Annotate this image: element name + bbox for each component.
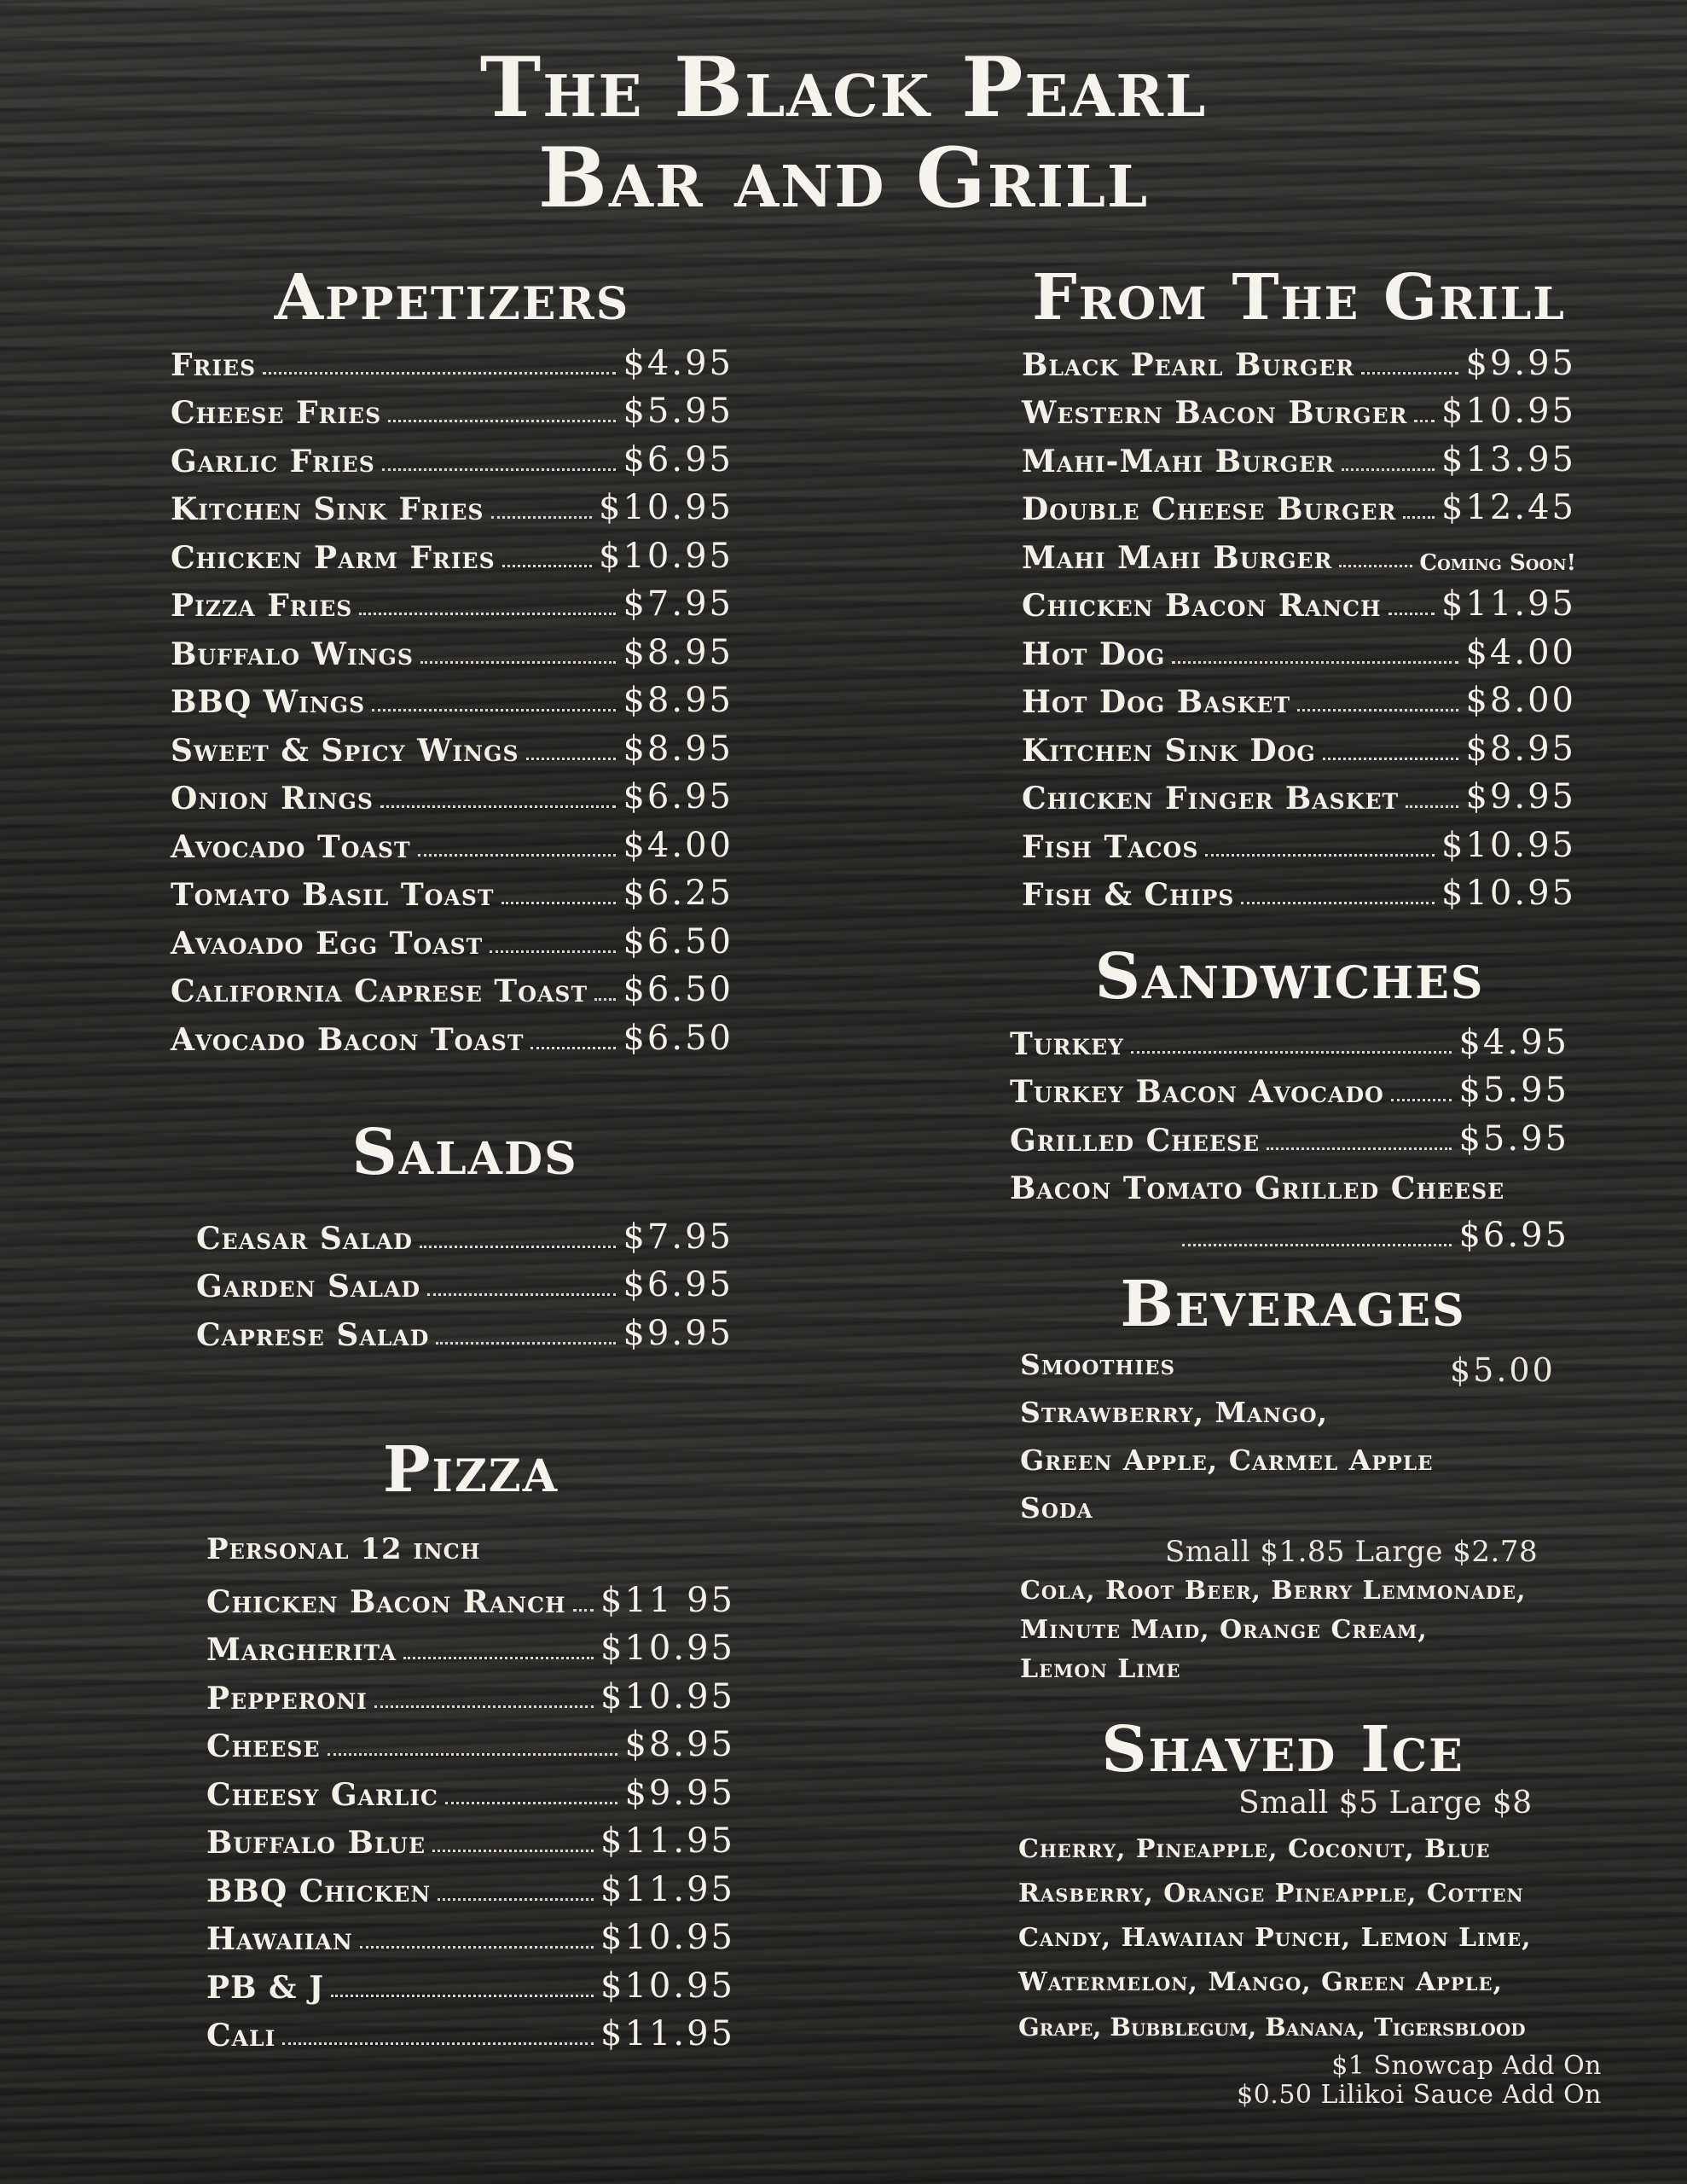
list-item (171, 672, 733, 721)
list-item (1022, 527, 1576, 576)
item-name: Cheese (206, 1728, 321, 1764)
grill-list (1022, 334, 1576, 913)
dot-leader (594, 998, 616, 1001)
beverages-heading: Beverages (1120, 1268, 1466, 1341)
list-item (171, 479, 733, 528)
dot-leader (530, 1047, 616, 1049)
list-item (196, 1304, 733, 1353)
list-item (171, 576, 733, 624)
item-name: Mahi Mahi Burger (1022, 539, 1333, 576)
item-price: $10.95 (600, 1629, 735, 1668)
shaved-ice-flavors-line-1: Cherry, Pineapple, Coconut, Blue (1018, 1834, 1491, 1864)
list-item (196, 1208, 733, 1257)
item-price: $6.50 (623, 970, 733, 1009)
list-item (206, 1909, 735, 1958)
item-name: Avaoado Egg Toast (171, 925, 484, 961)
list-item (206, 2006, 735, 2054)
item-price: $9.95 (623, 1313, 733, 1353)
list-item (1022, 383, 1576, 432)
list-item (1010, 1110, 1569, 1159)
dot-leader (360, 1946, 594, 1949)
dot-leader (502, 565, 592, 567)
dot-leader (1205, 854, 1435, 857)
soda-flavors-line-3: Lemon Lime (1020, 1654, 1181, 1684)
dot-leader (445, 1802, 618, 1804)
dot-leader (1339, 565, 1412, 567)
item-name: Mahi-Mahi Burger (1022, 443, 1335, 479)
dot-leader (1361, 372, 1458, 375)
list-item (206, 1861, 735, 1909)
item-name: Pizza Fries (171, 588, 353, 624)
item-price: $8.95 (623, 729, 733, 769)
pizza-heading: Pizza (382, 1433, 559, 1507)
item-price: $5.95 (1458, 1071, 1569, 1110)
dot-leader (1131, 1051, 1452, 1054)
item-price: $4.95 (623, 343, 733, 383)
item-name: Western Bacon Burger (1022, 395, 1408, 431)
item-name: Garlic Fries (171, 443, 375, 479)
item-price: $6.50 (623, 1018, 733, 1058)
soda-sizes: Small $1.85 Large $2.78 (1165, 1535, 1539, 1569)
item-price: $11.95 (600, 2014, 735, 2053)
list-item (171, 769, 733, 817)
dot-leader (263, 372, 616, 375)
item-name: Tomato Basil Toast (171, 877, 495, 913)
item-name: Kitchen Sink Fries (171, 491, 484, 527)
item-name: Chicken Parm Fries (171, 539, 496, 576)
list-item (206, 1716, 735, 1765)
list-item (206, 1764, 735, 1813)
item-price: $12.45 (1441, 488, 1576, 527)
item-price: $7.95 (623, 584, 733, 624)
item-name: Cheesy Garlic (206, 1776, 438, 1813)
item-price: $4.00 (1465, 632, 1576, 672)
dot-leader (1391, 1099, 1452, 1101)
item-price: $10.95 (599, 488, 733, 527)
item-name: Ceasar Salad (196, 1220, 413, 1257)
list-item (171, 865, 733, 914)
item-name: Hot Dog Basket (1022, 684, 1291, 720)
shaved-ice-sizes: Small $5 Large $8 (1238, 1786, 1533, 1821)
soda-label: Soda (1020, 1491, 1093, 1525)
item-name: Buffalo Wings (171, 636, 414, 672)
list-item (1022, 431, 1576, 479)
item-name: Cali (206, 2018, 276, 2053)
appetizers-section (171, 261, 733, 1058)
dot-leader (1241, 902, 1435, 904)
grill-heading: From The Grill (1032, 261, 1566, 334)
item-name: Grilled Cheese (1010, 1122, 1261, 1159)
dot-leader (331, 1995, 594, 1997)
list-item (1022, 624, 1576, 672)
dot-leader (1414, 420, 1435, 422)
item-name: Chicken Finger Basket (1022, 781, 1400, 816)
list-item (1022, 769, 1576, 817)
dot-leader (420, 1246, 617, 1248)
dot-leader (526, 758, 617, 760)
item-price: $4.95 (1458, 1022, 1569, 1062)
list-item (171, 961, 733, 1010)
dot-leader (432, 1850, 594, 1852)
item-price: $10.95 (599, 536, 733, 576)
item-name: Caprese Salad (196, 1316, 430, 1353)
dot-leader (282, 2042, 594, 2045)
pizza-size-note: Personal 12 inch (206, 1532, 481, 1566)
item-price: $9.95 (624, 1773, 735, 1813)
grill-section (1022, 261, 1576, 913)
item-price: $6.95 (623, 777, 733, 816)
dot-leader (491, 516, 593, 519)
item-name: Sweet & Spicy Wings (171, 732, 519, 769)
item-name: California Caprese Toast (171, 973, 588, 1009)
list-item (206, 1668, 735, 1716)
item-name: Buffalo Blue (206, 1825, 426, 1861)
list-item (1022, 816, 1576, 865)
list-item (1022, 334, 1576, 383)
shaved-ice-flavors-line-3: Candy, Hawaiian Punch, Lemon Lime, (1018, 1923, 1532, 1953)
item-price: $11.95 (1441, 584, 1576, 624)
item-name: BBQ Wings (171, 684, 366, 720)
item-price: $10.95 (1441, 825, 1576, 865)
item-name: Garden Salad (196, 1269, 421, 1304)
list-item (206, 1957, 735, 2006)
item-name: Pepperoni (206, 1680, 368, 1716)
item-name: Turkey (1010, 1025, 1124, 1062)
item-price: $8.00 (1465, 681, 1576, 720)
list-item (1022, 672, 1576, 721)
item-price: Coming Soon! (1419, 549, 1576, 576)
dot-leader (1342, 468, 1435, 471)
dot-leader (1297, 709, 1458, 712)
dot-leader (573, 1609, 594, 1612)
item-price: $10.95 (600, 1676, 735, 1716)
title-line-1: The Black Pearl (479, 39, 1208, 136)
list-item (1022, 576, 1576, 624)
item-name: Bacon Tomato Grilled Cheese (1010, 1170, 1505, 1206)
item-price: $6.25 (623, 874, 733, 913)
list-item (171, 334, 733, 383)
sandwiches-list (1010, 1014, 1569, 1159)
salads-section (196, 1116, 733, 1353)
list-item (1010, 1062, 1569, 1111)
item-price: $11.95 (600, 1869, 735, 1909)
dot-leader (382, 468, 617, 471)
dot-leader (436, 1342, 616, 1345)
item-name: Margherita (206, 1632, 397, 1668)
pizza-list (206, 1571, 735, 2053)
title-line-2: Bar and Grill (537, 130, 1150, 226)
item-price: $10.95 (600, 1918, 735, 1957)
smoothies-price: $5.00 (1450, 1351, 1556, 1389)
pizza-section (206, 1433, 735, 2053)
item-price: $8.95 (623, 632, 733, 672)
item-price: $8.95 (623, 681, 733, 720)
item-price: $5.95 (623, 392, 733, 431)
list-item (171, 383, 733, 432)
shaved-ice-addon-1: $1 Snowcap Add On (1331, 2051, 1602, 2081)
item-price: $7.95 (623, 1217, 733, 1257)
dot-leader (388, 420, 616, 422)
item-price: $6.95 (623, 439, 733, 479)
item-price: $11 95 (600, 1580, 735, 1620)
item-name: Kitchen Sink Dog (1022, 732, 1316, 769)
item-price: $13.95 (1441, 439, 1576, 479)
item-name: Fish & Chips (1022, 877, 1235, 913)
shaved-ice-flavors-line-5: Grape, Bubblegum, Banana, Tigersblood (1018, 2013, 1526, 2042)
salads-heading: Salads (351, 1116, 578, 1189)
item-price: $8.95 (624, 1725, 735, 1764)
item-price: $6.95 (623, 1265, 733, 1304)
list-item (206, 1813, 735, 1862)
list-item (206, 1571, 735, 1620)
item-name: Cheese Fries (171, 395, 382, 431)
item-name: Onion Rings (171, 781, 374, 816)
item-price: $6.95 (1458, 1215, 1569, 1255)
list-item (1022, 720, 1576, 769)
dot-leader (1403, 516, 1435, 519)
smoothie-flavors-line-1: Strawberry, Mango, (1020, 1396, 1329, 1429)
dot-leader (438, 1898, 594, 1901)
shaved-ice-section (1018, 1713, 1607, 2111)
item-name: BBQ Chicken (206, 1873, 432, 1909)
dot-leader (359, 613, 616, 615)
dot-leader (418, 854, 617, 857)
item-price: $5.95 (1458, 1118, 1569, 1159)
item-price: $10.95 (1441, 392, 1576, 431)
item-name: Fries (171, 346, 257, 383)
list-item (171, 431, 733, 479)
dot-leader (328, 1753, 618, 1756)
list-item (171, 624, 733, 672)
item-price: $9.95 (1465, 777, 1576, 816)
item-price: $11.95 (600, 1821, 735, 1861)
item-name: PB & J (206, 1969, 325, 2006)
sandwiches-heading: Sandwiches (1094, 940, 1485, 1014)
shaved-ice-heading: Shaved Ice (1101, 1713, 1464, 1786)
dot-leader (403, 1657, 594, 1659)
shaved-ice-flavors-line-4: Watermelon, Mango, Green Apple, (1018, 1967, 1503, 1997)
dot-leader (501, 902, 617, 904)
item-name: Hot Dog (1022, 636, 1166, 672)
dot-leader (490, 950, 616, 953)
menu-title (0, 39, 1687, 226)
salads-list (196, 1208, 733, 1353)
dot-leader (420, 661, 617, 664)
appetizers-heading: Appetizers (274, 261, 630, 334)
item-price: $4.00 (623, 825, 733, 865)
item-name: Double Cheese Burger (1022, 491, 1397, 527)
sandwiches-section (1010, 940, 1569, 1255)
item-name: Hawaiian (206, 1921, 353, 1957)
shaved-ice-addon-2: $0.50 Lilikoi Sauce Add On (1237, 2080, 1602, 2110)
dot-leader (1323, 758, 1459, 760)
soda-flavors-line-1: Cola, Root Beer, Berry Lemmonade, (1020, 1576, 1527, 1606)
list-item (1010, 1014, 1569, 1062)
item-price: $8.95 (1465, 729, 1576, 769)
list-item (1010, 1206, 1569, 1255)
smoothie-flavors-line-2: Green Apple, Carmel Apple (1020, 1443, 1434, 1477)
list-item (206, 1620, 735, 1669)
list-item (171, 1009, 733, 1058)
item-name: Chicken Bacon Ranch (1022, 588, 1382, 624)
item-name: Chicken Bacon Ranch (206, 1583, 566, 1620)
dot-leader (1406, 805, 1458, 808)
shaved-ice-flavors-line-2: Rasberry, Orange Pineapple, Cotten (1018, 1879, 1524, 1908)
smoothies-label: Smoothies (1020, 1348, 1176, 1381)
list-item (171, 913, 733, 961)
item-price: $10.95 (600, 1966, 735, 2006)
dot-leader (374, 1705, 594, 1708)
dot-leader (427, 1293, 616, 1296)
item-name: Black Pearl Burger (1022, 346, 1355, 383)
dot-leader (1172, 661, 1458, 664)
item-price: $6.50 (623, 921, 733, 961)
item-name: Avocado Bacon Toast (171, 1021, 525, 1058)
list-item (1022, 865, 1576, 914)
dot-leader (1182, 1244, 1452, 1246)
dot-leader (380, 805, 617, 808)
list-item (171, 816, 733, 865)
dot-leader (372, 709, 616, 712)
item-name: Avocado Toast (171, 828, 411, 865)
list-item (1022, 479, 1576, 528)
item-price: $10.95 (1441, 874, 1576, 913)
dot-leader (1267, 1147, 1452, 1150)
item-name: Fish Tacos (1022, 828, 1199, 865)
dot-leader (1388, 613, 1435, 615)
list-item (1010, 1159, 1569, 1207)
list-item (171, 720, 733, 769)
list-item (196, 1257, 733, 1305)
appetizers-list (171, 334, 733, 1058)
item-price: $9.95 (1465, 343, 1576, 383)
soda-flavors-line-2: Minute Maid, Orange Cream, (1020, 1615, 1428, 1645)
item-name: Turkey Bacon Avocado (1010, 1074, 1384, 1110)
beverages-section (1020, 1268, 1583, 1689)
list-item (171, 527, 733, 576)
